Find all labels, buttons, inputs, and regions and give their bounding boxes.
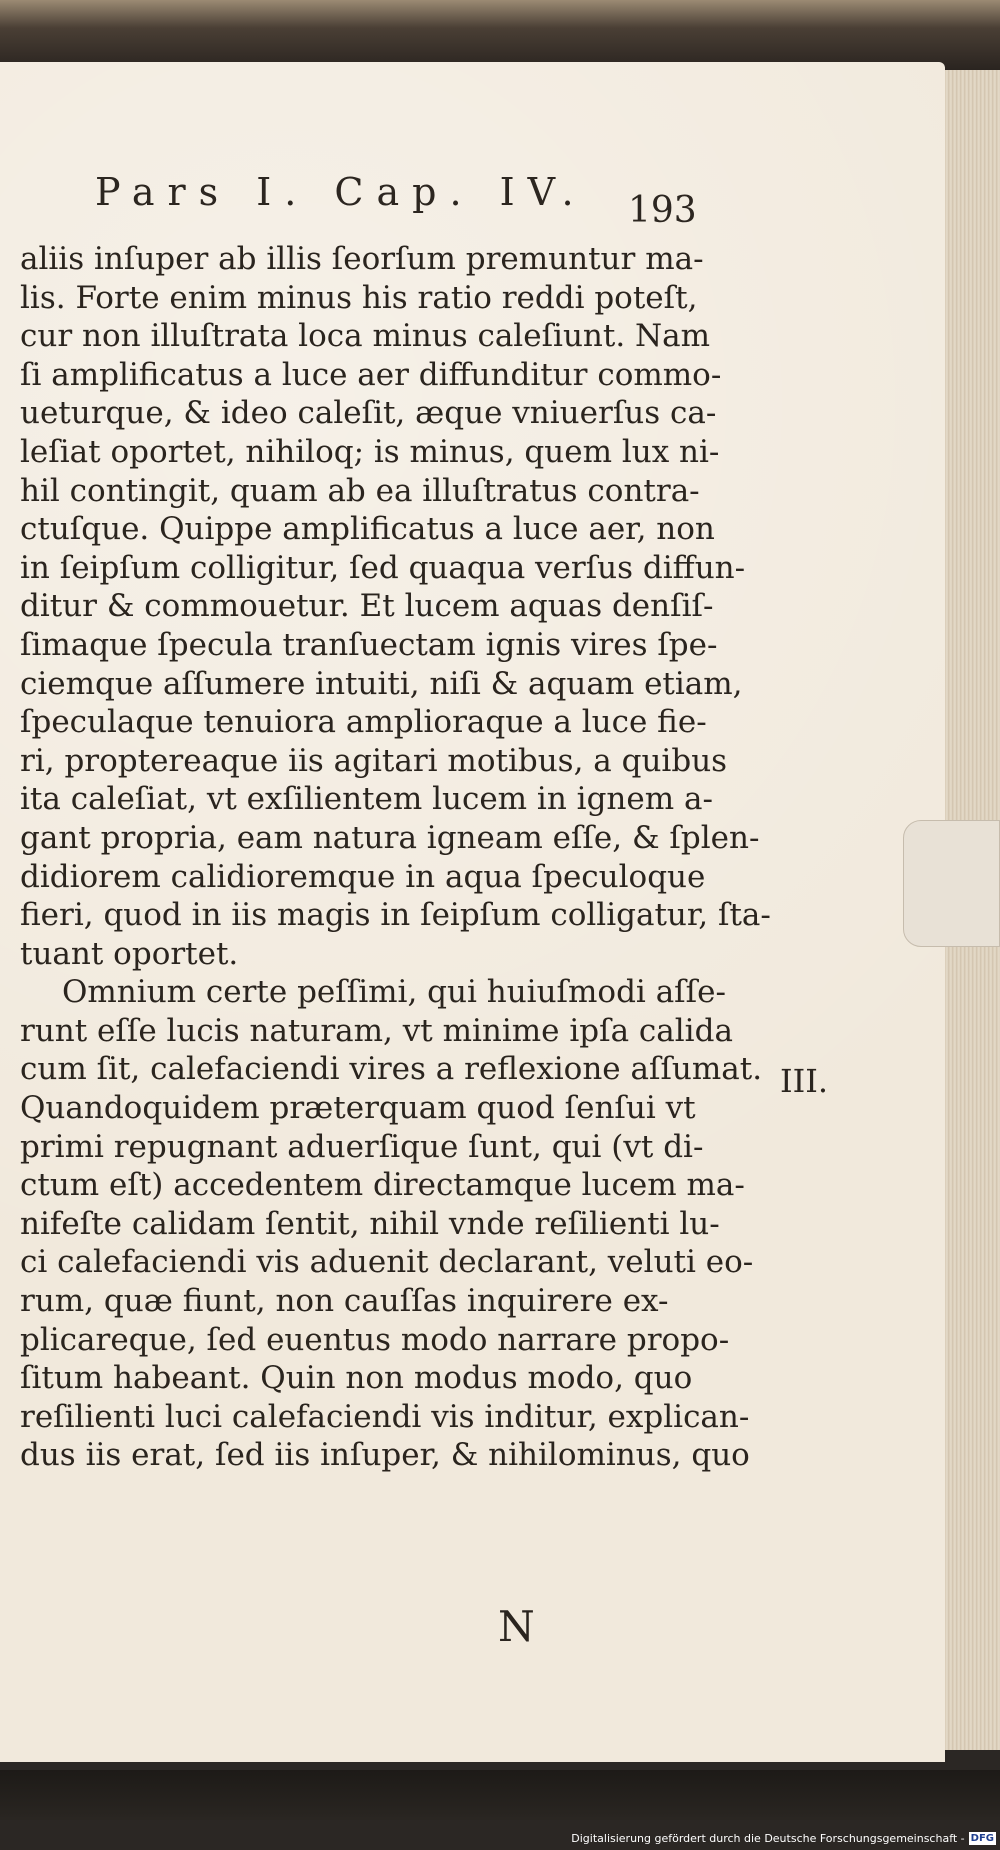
text-line: reſilienti luci calefaciendi vis inditur, explican- — [20, 1398, 750, 1435]
text-line: dus iis erat, ſed iis inſuper, & nihilominus, quo — [20, 1437, 750, 1474]
body-text — [20, 240, 771, 1475]
text-line: ſimaque ſpecula tranſuectam ignis vires ſpe- — [20, 626, 718, 663]
text-line: ctum eſt) accedentem directamque lucem ma- — [20, 1167, 745, 1204]
text-line: ciemque aſſumere intuiti, niſi & aquam etiam, — [20, 665, 743, 702]
text-line: ſpeculaque tenuiora amplioraque a luce fie- — [20, 704, 707, 741]
text-line: tuant oportet. — [20, 935, 239, 972]
text-line: runt eſſe lucis naturam, vt minime ipſa calida — [20, 1012, 733, 1049]
text-line: lis. Forte enim minus his ratio reddi poteſt, — [20, 279, 698, 316]
page-number: 193 — [628, 190, 697, 231]
text-line: ctuſque. Quippe amplificatus a luce aer, non — [20, 511, 715, 548]
text-line: ſitum habeant. Quin non modus modo, quo — [20, 1360, 693, 1397]
text-line: ci calefaciendi vis aduenit declarant, veluti eo- — [20, 1244, 754, 1281]
text-line: cur non illuſtrata loca minus caleſiunt. Nam — [20, 318, 711, 355]
text-line: Quandoquidem præterquam quod ſenſui vt — [20, 1090, 696, 1127]
text-line: leſiat oportet, nihiloq; is minus, quem lux ni- — [20, 433, 720, 470]
text-line: aliis inſuper ab illis ſeorſum premuntur ma- — [20, 241, 704, 277]
text-line: plicareque, ſed euentus modo narrare propo- — [20, 1321, 730, 1358]
page-tab — [903, 820, 1000, 947]
signature-mark: N — [498, 1602, 535, 1651]
text-line: ditur & commouetur. Et lucem aquas denſiſ- — [20, 588, 714, 625]
text-line: hil contingit, quam ab ea illuſtratus contra- — [20, 472, 700, 509]
footer-credit: Digitalisierung gefördert durch die Deutsche Forschungsgemeinschaft - — [571, 1832, 965, 1845]
text-line: gant propria, eam natura igneam eſſe, & ſplen- — [20, 819, 760, 856]
book-bottom-edge — [0, 1770, 1000, 1820]
digitization-footer — [571, 1832, 996, 1845]
book-page — [0, 62, 945, 1762]
margin-note: III. — [780, 1062, 829, 1100]
book-top-edge — [0, 0, 1000, 70]
text-line: ri, proptereaque iis agitari motibus, a quibus — [20, 742, 728, 779]
running-head: Pars I. Cap. IV. — [95, 170, 587, 214]
text-line: primi repugnant aduerſique ſunt, qui (vt di- — [20, 1128, 704, 1165]
text-line: fieri, quod in iis magis in ſeipſum colligatur, ſta- — [20, 897, 771, 934]
text-line: cum ſit, calefaciendi vires a reflexione aſſumat. — [20, 1051, 763, 1088]
text-line: ſi amplificatus a luce aer diffunditur commo- — [20, 356, 722, 393]
text-line: ita caleſiat, vt exſilientem lucem in ignem a- — [20, 781, 713, 818]
dfg-logo: DFG — [970, 1833, 994, 1844]
text-line: rum, quæ fiunt, non cauſſas inquirere ex- — [20, 1283, 669, 1320]
text-line: nifeſte calidam ſentit, nihil vnde reſilienti lu- — [20, 1205, 720, 1242]
text-line: Omnium certe peſſimi, qui huiuſmodi aſſe- — [62, 974, 726, 1011]
text-line: didiorem calidioremque in aqua ſpeculoque — [20, 858, 706, 895]
text-line: in ſeipſum colligitur, ſed quaqua verſus diffun- — [20, 549, 746, 586]
text-line: ueturque, & ideo caleſit, æque vniuerſus ca- — [20, 395, 717, 432]
